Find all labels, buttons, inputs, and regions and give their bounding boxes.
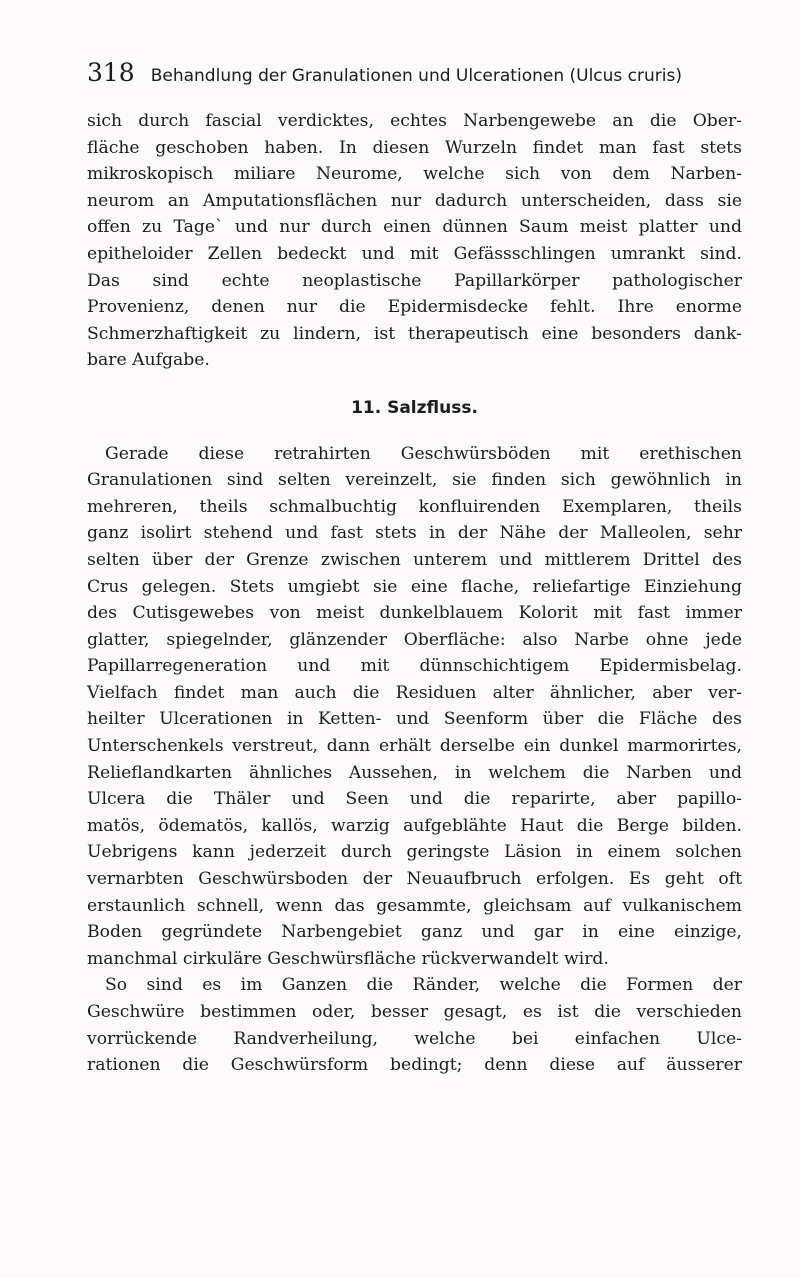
text-line: glatter, spiegelnder, glänzender Oberfläche: also Narbe ohne jede <box>87 629 742 650</box>
text-line: Boden gegründete Narbengebiet ganz und gar in eine einzige, <box>87 922 742 943</box>
page-header <box>87 58 727 92</box>
text-line: offen zu Tage` und nur durch einen dünnen Saum meist platter und <box>87 217 742 238</box>
text-line: rationen die Geschwürsform bedingt; denn diese auf äusserer <box>87 1055 742 1076</box>
text-line: ganz isolirt stehend und fast stets in der Nähe der Malleolen, sehr <box>87 523 742 544</box>
text-line: vorrückende Randverheilung, welche bei einfachen Ulce- <box>87 1028 742 1049</box>
text-line: manchmal cirkuläre Geschwürsfläche rückverwandelt wird. <box>87 948 609 969</box>
text-line: vernarbten Geschwürsboden der Neuaufbruch erfolgen. Es geht oft <box>87 869 742 890</box>
text-line: fläche geschoben haben. In diesen Wurzeln findet man fast stets <box>87 137 742 158</box>
text-line: Gerade diese retrahirten Geschwürsböden mit erethischen <box>105 443 742 464</box>
text-line: mikroskopisch miliare Neurome, welche sich von dem Narben- <box>87 164 742 185</box>
text-line: sich durch fascial verdicktes, echtes Narbengewebe an die Ober- <box>87 111 742 131</box>
text-line: Relieflandkarten ähnliches Aussehen, in welchem die Narben und <box>87 762 742 783</box>
text-line: bare Aufgabe. <box>87 350 210 371</box>
text-line: Uebrigens kann jederzeit durch geringste Läsion in einem solchen <box>87 842 742 863</box>
text-line: des Cutisgewebes von meist dunkelblauem Kolorit mit fast immer <box>87 603 742 624</box>
paragraph-3 <box>87 972 742 1078</box>
paragraph-1 <box>87 108 742 374</box>
text-line: matös, ödematös, kallös, warzig aufgeblähte Haut die Berge bilden. <box>87 815 742 836</box>
running-title: Behandlung der Granulationen und Ulcerationen (Ulcus cruris) <box>150 66 682 86</box>
text-line: erstaunlich schnell, wenn das gesammte, gleichsam auf vulkanischem <box>87 895 742 916</box>
text-line: Schmerzhaftigkeit zu lindern, ist therapeutisch eine besonders dank- <box>87 323 742 344</box>
text-line: Granulationen sind selten vereinzelt, sie finden sich gewöhnlich in <box>87 470 742 491</box>
text-line: Vielfach findet man auch die Residuen alter ähnlicher, aber ver- <box>87 682 742 703</box>
section-heading: 11. Salzfluss. <box>351 397 478 418</box>
text-line: Papillarregeneration und mit dünnschichtigem Epidermisbelag. <box>87 656 742 677</box>
text-line: mehreren, theils schmalbuchtig konfluirenden Exemplaren, theils <box>87 496 742 517</box>
text-line: epitheloider Zellen bedeckt und mit Gefässschlingen umrankt sind. <box>87 243 742 264</box>
text-line: heilter Ulcerationen in Ketten- und Seenform über die Fläche des <box>87 709 742 730</box>
text-line: Das sind echte neoplastische Papillarkörper pathologischer <box>87 270 742 291</box>
text-line: Unterschenkels verstreut, dann erhält derselbe ein dunkel marmorirtes, <box>87 736 742 757</box>
paragraph-2 <box>87 441 742 973</box>
text-line: selten über der Grenze zwischen unterem und mittlerem Drittel des <box>87 549 742 570</box>
text-line: Geschwüre bestimmen oder, besser gesagt, es ist die verschieden <box>87 1002 742 1022</box>
text-line: Provenienz, denen nur die Epidermisdecke fehlt. Ihre enorme <box>87 297 742 318</box>
text-line: neurom an Amputationsflächen nur dadurch unterscheiden, dass sie <box>87 190 742 211</box>
text-line: Ulcera die Thäler und Seen und die reparirte, aber papillo- <box>87 789 742 810</box>
text-line: Crus gelegen. Stets umgiebt sie eine flache, reliefartige Einziehung <box>87 576 742 597</box>
body-text <box>87 108 742 1079</box>
page-number: 318 <box>87 58 135 87</box>
text-line: So sind es im Ganzen die Ränder, welche die Formen der <box>105 975 742 996</box>
